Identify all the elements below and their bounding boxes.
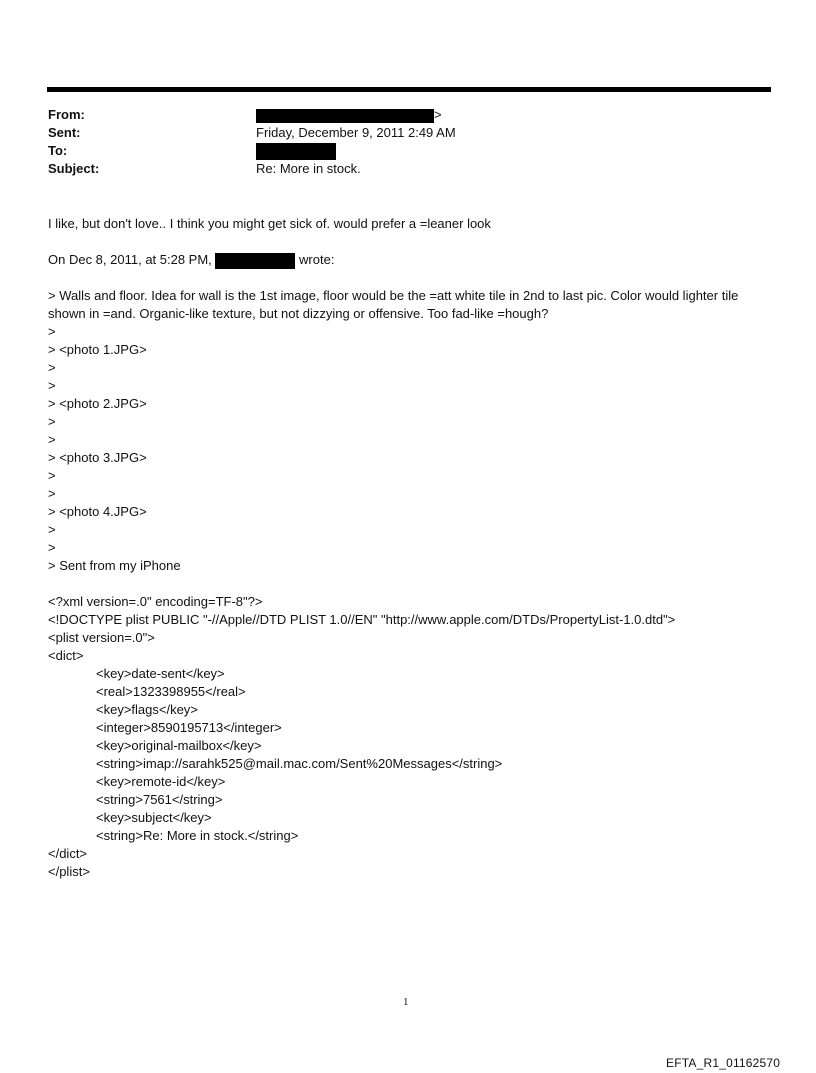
email-header [48, 106, 748, 178]
plist-entry: <key>remote-id</key> [96, 774, 226, 789]
dict-open-tag: <dict> [48, 648, 84, 663]
quoted-line: > <photo 1.JPG> [48, 342, 147, 357]
quoted-line: > [48, 378, 56, 393]
reply-text: I like, but don't love.. I think you might get sick of. would prefer a =leaner look [48, 216, 491, 231]
from-suffix: > [434, 107, 442, 122]
dict-close-tag: </dict> [48, 846, 88, 861]
quoted-line: > [48, 360, 56, 375]
page-number: 1 [403, 996, 409, 1008]
redaction-block [215, 253, 295, 269]
quoted-line: > <photo 2.JPG> [48, 396, 147, 411]
bates-number: EFTA_R1_01162570 [666, 1056, 781, 1070]
plist-entry: <string>7561</string> [96, 792, 223, 807]
quoted-line: > [48, 324, 56, 339]
subject-value: Re: More in stock. [256, 161, 361, 176]
plist-open-tag: <plist version=.0"> [48, 630, 155, 645]
from-label: From: [48, 107, 85, 122]
plist-entry: <string>Re: More in stock.</string> [96, 828, 299, 843]
quoted-line: > [48, 540, 56, 555]
sent-row [48, 124, 748, 142]
quoted-line: > [48, 432, 56, 447]
plist-xml-declaration: <?xml version=.0" encoding=TF-8"?> [48, 594, 263, 609]
quoted-line: > [48, 486, 56, 501]
quote-intro [48, 251, 768, 269]
to-label: To: [48, 143, 68, 158]
header-rule [47, 87, 771, 92]
plist-doctype: <!DOCTYPE plist PUBLIC "-//Apple//DTD PLIST 1.0//EN" "http://www.apple.com/DTDs/PropertyList-1.0.dtd"> [48, 612, 676, 627]
quoted-line: > <photo 3.JPG> [48, 450, 147, 465]
redaction-block [256, 143, 336, 160]
quoted-line: > Sent from my iPhone [48, 558, 181, 573]
quoted-line: > <photo 4.JPG> [48, 504, 147, 519]
plist-entry: <key>original-mailbox</key> [96, 738, 262, 753]
subject-label: Subject: [48, 161, 100, 176]
quoted-line: > [48, 522, 56, 537]
plist-entry: <key>date-sent</key> [96, 666, 225, 681]
to-row [48, 142, 748, 160]
quoted-line: > [48, 414, 56, 429]
quote-intro-suffix: wrote: [299, 252, 335, 267]
email-body [48, 215, 768, 881]
subject-row [48, 160, 748, 178]
sent-label: Sent: [48, 125, 81, 140]
from-row [48, 106, 748, 124]
to-value [256, 142, 336, 160]
plist-entry: <string>imap://sarahk525@mail.mac.com/Sent%20Messages</string> [96, 756, 503, 771]
quote-intro-prefix: On Dec 8, 2011, at 5:28 PM, [48, 252, 212, 267]
sent-value: Friday, December 9, 2011 2:49 AM [256, 125, 456, 140]
quoted-line: > [48, 468, 56, 483]
plist-close-tag: </plist> [48, 864, 90, 879]
redaction-block [256, 109, 434, 123]
quoted-paragraph: > Walls and floor. Idea for wall is the 1st image, floor would be the =att white tile in 2nd to last pic. Color would lighter tile shown in =and. Organic-like texture, but not dizzying or offensive. Too fad-like =hough? [48, 288, 739, 321]
plist-entry: <real>1323398955</real> [96, 684, 246, 699]
plist-entry: <key>flags</key> [96, 702, 198, 717]
from-value [256, 106, 442, 124]
plist-entry: <integer>8590195713</integer> [96, 720, 282, 735]
plist-entry: <key>subject</key> [96, 810, 212, 825]
